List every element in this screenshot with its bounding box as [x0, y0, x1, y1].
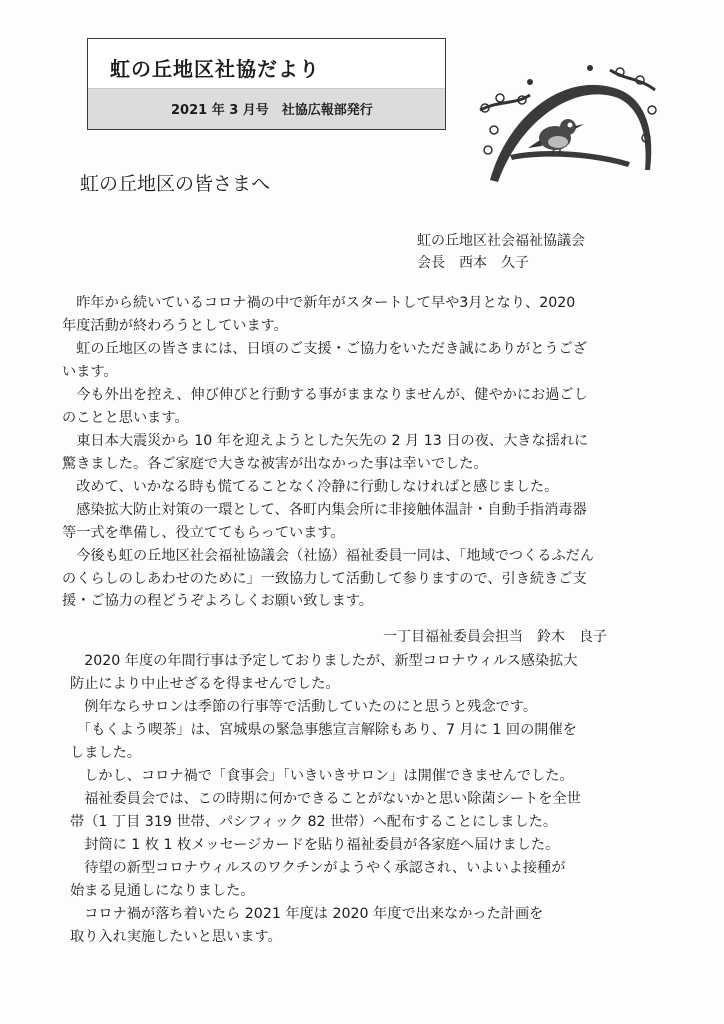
paragraph-line: 今後も虹の丘地区社会福祉協議会（社協）福祉委員一同は、「地域でつくるふだん	[62, 548, 595, 564]
paragraph-line: 待望の新型コロナウィルスのワクチンがようやく承認され、いよいよ接種が	[70, 860, 566, 876]
paragraph-line: 今も外出を控え、伸び伸びと行動する事がままなりませんが、健やかにお過ごし	[62, 387, 588, 403]
paragraph-line: しかし、コロナ禍で「食事会」「いきいきサロン」は開催できませんでした。	[70, 768, 574, 784]
paragraph-line: 帯（1 丁目 319 世帯、パシフィック 82 世帯）へ配布することにしました。	[70, 813, 558, 830]
sender-organization: 虹の丘地区社会福祉協議会	[417, 233, 585, 249]
newsletter-header	[87, 38, 446, 130]
paragraph	[70, 765, 574, 788]
paragraph-line: 虹の丘地区の皆さまには、日頃のご支援・ご協力をいただき誠にありがとうござ	[62, 341, 587, 357]
newsletter-title: 虹の丘地区社協だより	[110, 57, 320, 81]
paragraph	[70, 719, 577, 764]
paragraph-line: 封筒に 1 枚 1 枚メッセージカードを貼り福祉委員が各家庭へ届けました。	[70, 837, 560, 853]
paragraph	[62, 338, 587, 383]
paragraph-line: 「もくよう喫茶」は、宮城県の緊急事態宣言解除もあり、7 月に 1 回の開催を	[70, 722, 577, 738]
paragraph-line: 援・ご協力の程どうぞよろしくお願い致します。	[62, 593, 373, 609]
paragraph-line: 東日本大震災から 10 年を迎えようとした矢先の 2 月 13 日の夜、大きな揺れに	[62, 433, 589, 449]
paragraph	[70, 834, 559, 857]
paragraph-line: コロナ禍が落ち着いたら 2021 年度は 2020 年度で出来なかった計画を	[70, 906, 544, 922]
paragraph	[62, 384, 588, 429]
paragraph-line: 例年ならサロンは季節の行事等で活動していたのにと思うと残念です。	[70, 699, 538, 715]
header-subtitle-band	[88, 88, 445, 129]
paragraph-line: 等一式を準備し、役立ててもらっています。	[62, 524, 345, 541]
paragraph	[70, 903, 543, 948]
paragraph-line: 取り入れ実施したいと思います。	[70, 928, 282, 945]
paragraph-line: 改めて、いかなる時も慌てることなく冷静に行動しなければと感じました。	[62, 479, 559, 495]
paragraph	[62, 499, 587, 544]
paragraph-line: 始まる見通しになりました。	[70, 882, 255, 899]
sender-block	[417, 230, 585, 274]
paragraph-line: 2020 年度の年間行事は予定しておりましたが、新型コロナウィルス感染拡大	[70, 653, 578, 669]
paragraph-line: のことと思います。	[62, 409, 189, 426]
paragraph	[70, 696, 537, 719]
paragraph-line: います。	[62, 363, 118, 380]
paragraph-line: 防止により中止せざるを得ませんでした。	[70, 675, 340, 692]
paragraph	[70, 857, 565, 902]
paragraph	[62, 430, 588, 475]
paragraph-line: のくらしのしあわせのために」一致協力して活動して参りますので、引き続きご支	[62, 570, 587, 587]
paragraph	[70, 650, 578, 695]
paragraph-line: 感染拡大防止対策の一環として、各町内集会所に非接触体温計・自動手指消毒器	[62, 502, 587, 518]
paragraph	[62, 545, 594, 613]
sender-name: 会長 西本 久子	[417, 255, 529, 271]
greeting-heading: 虹の丘地区の皆さまへ	[80, 173, 271, 195]
paragraph-line: 年度活動が終わろうとしています。	[62, 317, 288, 334]
paragraph	[62, 476, 558, 499]
paragraph-line: 昨年から続いているコロナ禍の中で新年がスタートして早や3月となり、2020	[62, 295, 576, 311]
paragraph-line: 福祉委員会では、この時期に何かできることがないかと思い除菌シートを全世	[70, 791, 581, 807]
bird-on-plum-branch-icon	[470, 50, 660, 190]
section2-author: 一丁目福祉委員会担当 鈴木 良子	[383, 629, 607, 645]
paragraph-line: しました。	[70, 744, 141, 761]
paragraph	[62, 292, 575, 337]
issue-subtitle: 2021 年 3 月号 社協広報部発行	[171, 103, 373, 118]
paragraph-line: 驚きました。各ご家庭で大きな被害が出なかった事は幸いでした。	[62, 455, 488, 472]
paragraph	[70, 788, 581, 833]
